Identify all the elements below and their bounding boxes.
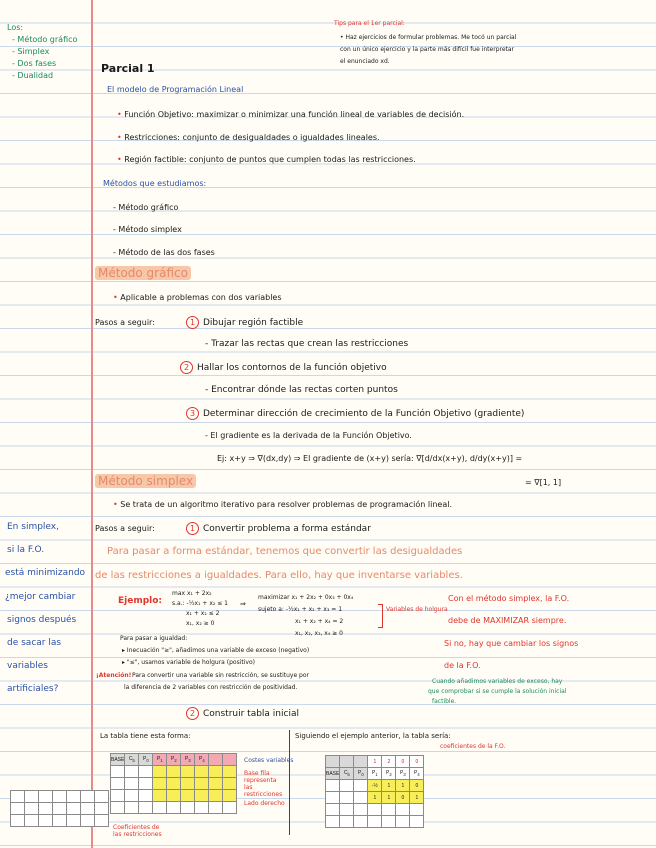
section-heading: El modelo de Programación Lineal [107,85,244,94]
equation-line: x₁ + x₂ ≤ 2 [186,610,220,617]
tips-title: Tips para el 1er parcial: [334,20,405,27]
definition-term: Restricciones: [124,133,180,142]
paragraph: Para pasar a forma estándar, tenemos que convertir las desigualdades [107,546,463,557]
equation-line: maximizar x₁ + 2x₂ + 0x₃ + 0x₄ [258,594,354,601]
step-item: 1 Convertir problema a forma estándar [186,522,371,535]
equation-line: x₁ + x₂ + x₄ = 2 [295,618,344,625]
methods-heading: Métodos que estudiamos: [103,179,207,188]
definition-term: Región factible: [124,155,187,164]
definition-text: conjunto de puntos que cumplen todas las restricciones. [189,155,416,164]
exceso-note: factible. [432,698,457,705]
holgura-note: Variables de holgura [386,606,448,613]
gradient-result: = ∇[1, 1] [525,478,562,487]
exceso-note: Cuando añadimos variables de exceso, hay [432,678,563,685]
method-item: - Método de las dos fases [113,248,215,257]
table-legend: Costes variables [244,757,294,764]
step-item: 1 Dibujar región factible [186,316,303,329]
simplex-heading: Método simplex [95,474,196,488]
grafico-heading: Método gráfico [95,266,191,280]
exceso-note: que comprobar si se cumple la solución inicial [428,688,567,695]
step-number-icon: 2 [186,707,199,720]
simplex-table-template: BASE $C_b$ $P_0$ $P_1$ $P_2$ $P_3$ $P_4$ [110,753,237,814]
side-note: Con el método simplex, la F.O. [448,594,570,603]
small-note: Coeficientes de las restricciones [113,824,162,838]
simplex-table-example: 1 2 0 0 BASE $C_b$ $P_0$ $P_1$ $P_2$ $P_3$ $P_4$ -½ 1 1 0 1 1 0 1 [325,755,424,828]
step-item: 2 Construir tabla inicial [186,707,299,720]
definition-text: maximizar o minimizar una función lineal de variables de decisión. [196,110,465,119]
side-note: Si no, hay que cambiar los signos [444,639,579,648]
step-number-icon: 3 [186,407,199,420]
margin-note-line: signos después [7,615,77,625]
arrow-icon: ⇒ [240,600,246,608]
step-item: 3 Determinar dirección de crecimiento de la Función Objetivo (gradiente) [186,407,524,420]
table-label: Siguiendo el ejemplo anterior, la tabla sería: [295,732,451,740]
equation-line: sujeto a: -½x₁ + x₂ + x₃ = 1 [258,606,343,613]
step-sub: - Trazar las rectas que crean las restricciones [205,339,409,349]
index-item: - Dualidad [12,71,54,80]
step-number-icon: 1 [186,316,199,329]
atencion-text: la diferencia de 2 variables con restricción de positividad. [124,684,298,691]
method-item: - Método gráfico [113,203,179,212]
atencion-text: Para convertir una variable sin restricción, se sustituye por [132,672,309,679]
equation-line: x₁, x₂, x₃, x₄ ≥ 0 [295,630,343,637]
equation-line: s.a.: -½x₁ + x₂ ≤ 1 [172,600,228,607]
margin-note-line: de sacar las [7,638,62,648]
table-legend: Lado derecho [244,800,285,807]
step-sub: - El gradiente es la derivada de la Función Objetivo. [205,431,412,440]
steps-label: Pasos a seguir: [95,318,155,327]
index-item: - Método gráfico [12,35,78,44]
definition-item: • Región factible: conjunto de puntos que cumplen todas las restricciones. [117,155,416,164]
margin-note-line: está minimizando [5,568,86,578]
margin-note-line: En simplex, [7,522,59,532]
margin-note-line: ¿mejor cambiar [5,592,76,602]
margin-note-line: artificiales? [7,684,59,694]
brace-icon [378,604,383,628]
side-note: debe de MAXIMIZAR siempre. [448,616,567,625]
table-legend: Base fila representa las restricciones [244,770,283,798]
gradient-example: Ej: x+y ⇒ ∇(dx,dy) ⇒ El gradiente de (x+y) sería: ∇[d/dx(x+y), d/dy(x+y)] = [217,454,523,463]
index-item: - Simplex [12,47,50,56]
margin-line [91,0,93,848]
step-number-icon: 2 [180,361,193,374]
equation-line: max x₁ + 2x₂ [172,590,212,597]
simplex-bullet: • Se trata de un algoritmo iterativo para resolver problemas de programación lineal. [113,500,452,509]
step-sub: - Encontrar dónde las rectas corten puntos [205,385,398,395]
igualar-label: Para pasar a igualdad: [120,635,188,642]
definition-text: conjunto de desigualdades o igualdades lineales. [182,133,380,142]
definition-item: • Restricciones: conjunto de desigualdades o igualdades lineales. [117,133,380,142]
example-label: Ejemplo: [118,596,163,606]
steps-label: Pasos a seguir: [95,524,155,533]
step-item: 2 Hallar los contornos de la función objetivo [180,361,387,374]
definition-term: Función Objetivo: [124,110,194,119]
ineq-line: ▸ "≤", usamos variable de holgura (positivo) [122,659,255,666]
grafico-bullet: • Aplicable a problemas con dos variables [113,293,282,302]
margin-note-line: si la F.O. [7,545,45,555]
method-item: - Método simplex [113,225,182,234]
divider [289,730,290,835]
atencion-label: ¡Atención! [96,672,132,679]
page-title: Parcial 1 [101,62,155,75]
paragraph: de las restricciones a igualdades. Para ello, hay que inventarse variables. [95,570,463,581]
ineq-line: ▸ Inecuación "≥", añadimos una variable de exceso (negativo) [122,647,310,654]
step-number-icon: 1 [186,522,199,535]
margin-note-line: variables [7,661,48,671]
definition-item: • Función Objetivo: maximizar o minimizar una función lineal de variables de decisión. [117,110,465,119]
tips-line: el enunciado xd. [340,58,390,65]
equation-line: x₁, x₂ ≥ 0 [186,620,215,627]
thumbnail-table [10,790,109,827]
table-note: coeficientes de la F.O. [440,743,506,750]
side-note: de la F.O. [444,661,481,670]
index-item: - Dos fases [12,59,57,68]
table-label: La tabla tiene esta forma: [100,732,191,740]
index-title: Los: [7,23,24,32]
tips-line: con un único ejercicio y la parte más difícil fue interpretar [340,46,515,53]
tips-line: • Haz ejercicios de formular problemas. Me tocó un parcial [340,34,517,41]
